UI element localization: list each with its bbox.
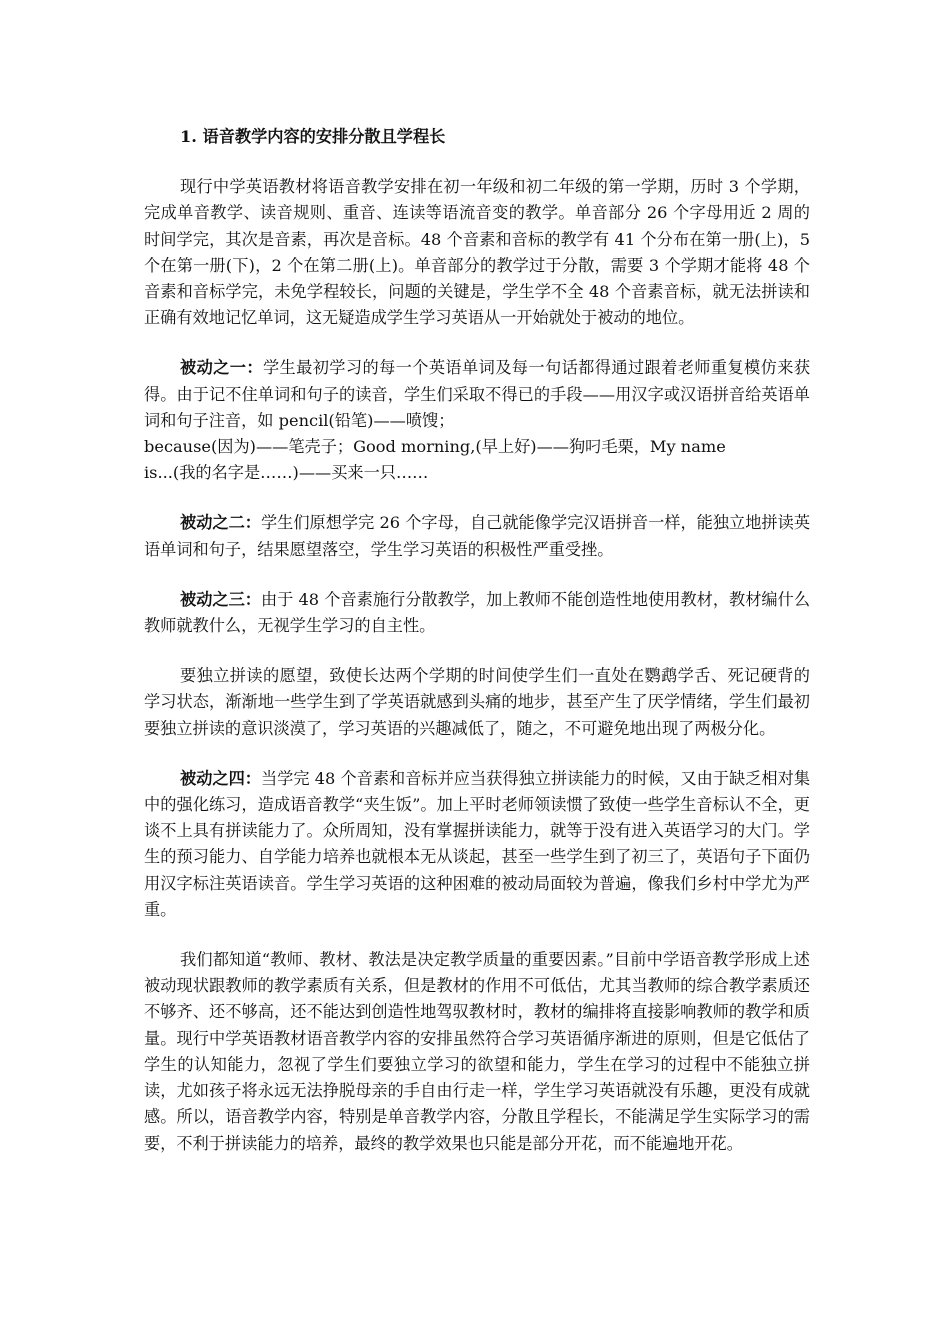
paragraph-1 (144, 174, 810, 331)
paragraph-7 (144, 947, 810, 1157)
paragraph-lead: 被动之一： (180, 358, 263, 378)
paragraph-passive-4 (144, 766, 810, 923)
document-page (144, 124, 810, 1181)
paragraph-lead: 被动之四： (180, 768, 261, 788)
paragraph-5 (144, 663, 810, 742)
paragraph-text: 要独立拼读的愿望，致使长达两个学期的时间使学生们一直处在鹦鹉学舌、死记硬背的学习状态，渐渐地一些学生到了学英语就感到头痛的地步，甚至产生了厌学情绪，学生们最初要独立拼读的意识淡漠了，学习英语的兴趣减低了，随之，不可避免地出现了两极分化。 (144, 666, 810, 738)
paragraph-passive-3 (144, 587, 810, 639)
paragraph-lead: 被动之二： (180, 513, 261, 533)
paragraph-text: 现行中学英语教材将语音教学安排在初一年级和初二年级的第一学期，历时 3 个学期，完成单音教学、读音规则、重音、连读等语流音变的教学。单音部分 26 个字母用近 2 周的时间学完，其次是音素，再次是音标。48 个音素和音标的教学有 41 个分布在第一册(上)，5 个在第一册(下)，2 个在第二册(上)。单音部分的教学过于分散，需要 3 个学期才能将 48 个音素和音标学完，未免学程较长，问题的关键是，学生学不全 48 个音素音标，就无法拼读和正确有效地记忆单词，这无疑造成学生学习英语从一开始就处于被动的地位。 (144, 177, 810, 328)
paragraph-text: 我们都知道“教师、教材、教法是决定教学质量的重要因素。”目前中学语音教学形成上述被动现状跟教师的教学素质有关系，但是教材的作用不可低估，尤其当教师的综合教学素质还不够齐、还不够高，还不能达到创造性地驾驭教材时，教材的编排将直接影响教师的教学和质量。现行中学英语教材语音教学内容的安排虽然符合学习英语循序渐进的原则，但是它低估了学生的认知能力，忽视了学生们要独立学习的欲望和能力，学生在学习的过程中不能独立拼读，尤如孩子将永远无法挣脱母亲的手自由行走一样，学生学习英语就没有乐趣，更没有成就感。所以，语音教学内容，特别是单音教学内容，分散且学程长，不能满足学生实际学习的需要，不利于拼读能力的培养，最终的教学效果也只能是部分开花，而不能遍地开花。 (144, 950, 810, 1153)
paragraph-example-line: because(因为)——笔壳子；Good morning,(早上好)——狗叼毛栗，My name (144, 437, 726, 457)
paragraph-text: 学生们原想学完 26 个字母，自己就能像学完汉语拼音一样，能独立地拼读英语单词和句子，结果愿望落空，学生学习英语的积极性严重受挫。 (144, 513, 811, 559)
section-heading: 1. 语音教学内容的安排分散且学程长 (180, 127, 446, 146)
paragraph-text: 学生最初学习的每一个英语单词及每一句话都得通过跟着老师重复模仿来获得。由于记不住单词和句子的读音，学生们采取不得已的手段——用汉字或汉语拼音给英语单词和句子注音，如 pencil(铅笔)——喷馊； (144, 358, 811, 430)
paragraph-passive-1 (144, 355, 810, 486)
paragraph-passive-2 (144, 510, 810, 562)
paragraph-text: 当学完 48 个音素和音标并应当获得独立拼读能力的时候，又由于缺乏相对集中的强化练习，造成语音教学“夹生饭”。加上平时老师领读惯了致使一些学生音标认不全，更谈不上具有拼读能力了。众所周知，没有掌握拼读能力，就等于没有进入英语学习的大门。学生的预习能力、自学能力培养也就根本无从谈起，甚至一些学生到了初三了，英语句子下面仍用汉字标注英语读音。学生学习英语的这种困难的被动局面较为普遍，像我们乡村中学尤为严重。 (144, 768, 811, 919)
paragraph-lead: 被动之三： (180, 589, 261, 609)
paragraph-text: 由于 48 个音素施行分散教学，加上教师不能创造性地使用教材，教材编什么教师就教什么，无视学生学习的自主性。 (144, 589, 811, 636)
paragraph-example-line: is...(我的名字是……)——买来一只…… (144, 463, 429, 483)
